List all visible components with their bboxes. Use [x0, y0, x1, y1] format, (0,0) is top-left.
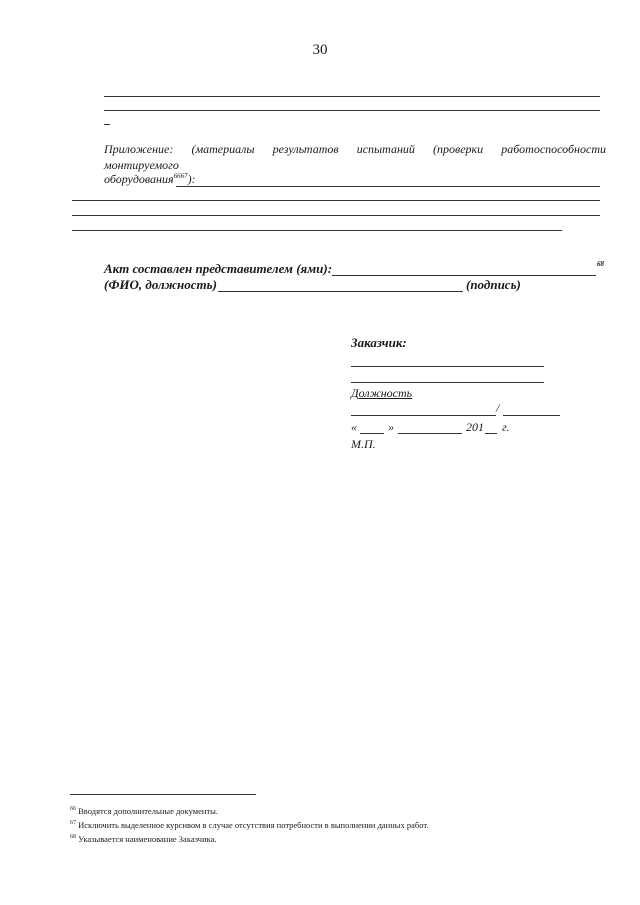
footnote-68: $^{68}$ Указывается наименование Заказчика.	[70, 834, 217, 844]
date-year-suffix: г.	[502, 420, 510, 434]
date-year-line	[485, 433, 497, 434]
appendix-line-3: оборудования$^{6667}$):	[104, 172, 196, 186]
date-month-line	[398, 433, 462, 434]
seal-label: М.П.	[351, 437, 376, 451]
date-year-prefix: 201	[466, 420, 484, 434]
act-line-2-end: (подпись)	[466, 277, 521, 292]
date-close-quote: »	[388, 420, 394, 434]
act-fio-line	[218, 291, 463, 292]
signature-name-line	[503, 415, 560, 416]
customer-name-line-2	[351, 382, 544, 383]
page-number: 30	[312, 42, 328, 58]
signature-slash: /	[496, 401, 500, 415]
footnote-67: $^{67}$ Исключить выделенное курсивом в случае отсутствия потребности в выполнении данных работ.	[70, 820, 429, 830]
appendix-line-1: Приложение: (материалы результатов испытаний (проверки работоспособности	[104, 142, 606, 156]
customer-position: Должность	[351, 386, 413, 400]
date-day-line	[360, 433, 384, 434]
footnote-separator	[70, 794, 256, 795]
date-open-quote: «	[351, 420, 357, 434]
signature-line	[351, 415, 496, 416]
appendix-line-2: монтируемого	[104, 158, 179, 172]
act-line-2-start: (ФИО, должность)	[104, 277, 217, 292]
act-footnote-ref: 68	[597, 260, 604, 268]
act-line-1: Акт составлен представителем (ями):	[104, 261, 333, 276]
act-representative-line	[332, 275, 596, 276]
footnote-66: $^{66}$ Вводятся дополнительные документы.	[70, 806, 218, 816]
customer-heading: Заказчик:	[351, 335, 407, 350]
customer-name-line-1	[351, 366, 544, 367]
